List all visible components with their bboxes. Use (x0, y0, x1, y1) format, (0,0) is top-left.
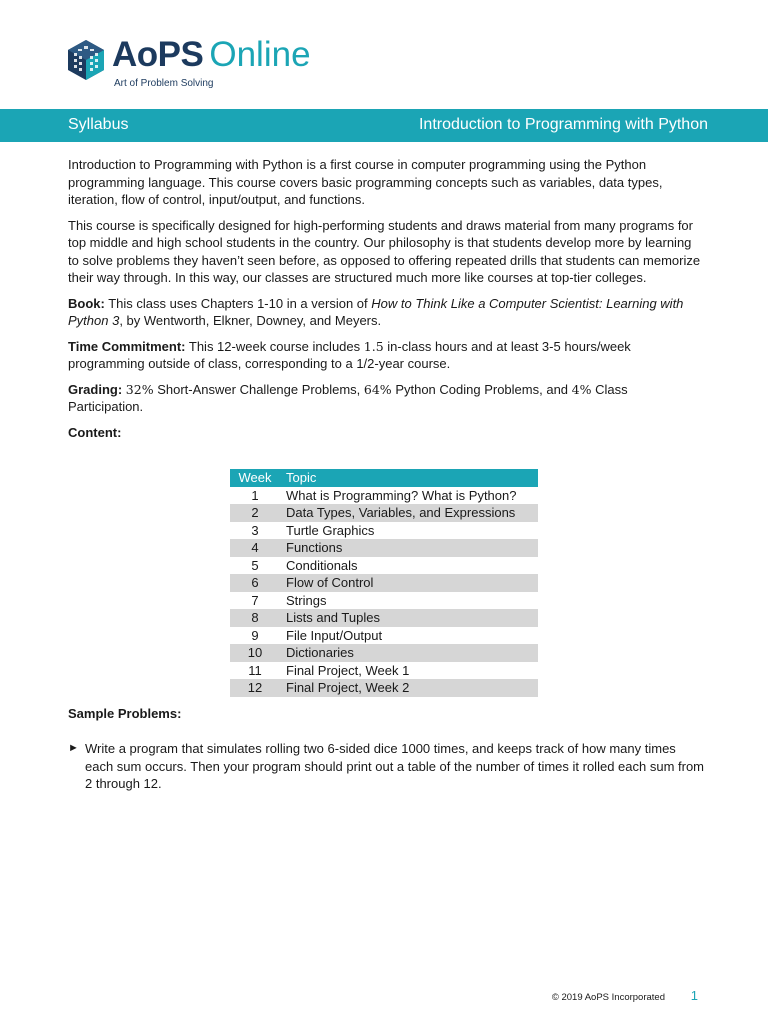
header-section-title: Syllabus (68, 116, 129, 133)
topic-cell: Flow of Control (280, 574, 538, 592)
grading-text-1: Short-Answer Challenge Problems, (157, 381, 361, 397)
week-cell: 6 (230, 574, 280, 592)
time-hours: 1.5 (363, 338, 384, 354)
book-text-before: This class uses Chapters 1-10 in a version of (108, 295, 368, 311)
brand-tagline: Art of Problem Solving (114, 78, 214, 89)
sample-problems-label: Sample Problems: (68, 706, 182, 721)
week-cell: 12 (230, 679, 280, 697)
table-row (230, 539, 538, 557)
topic-cell: Turtle Graphics (286, 522, 375, 538)
syllabus-body (68, 156, 704, 441)
topic-cell: What is Programming? What is Python? (286, 487, 517, 503)
content-label: Content: (68, 424, 122, 440)
week-cell: 7 (251, 592, 259, 608)
week-cell: 5 (251, 557, 259, 573)
brand-name-bold: AoPS (112, 35, 204, 74)
grading-text-3: Class Participation. (68, 381, 628, 414)
book-paragraph (68, 295, 704, 330)
book-title: How to Think Like a Computer Scientist: Learning with Python 3 (68, 295, 684, 328)
topic-cell: Lists and Tuples (280, 609, 538, 627)
time-text-a: This 12-week course includes (188, 338, 361, 354)
grading-pct-3: 4% (571, 381, 592, 397)
time-label: Time Commitment: (68, 338, 186, 354)
topic-cell: Final Project, Week 1 (286, 662, 410, 678)
week-cell: 1 (251, 487, 259, 503)
time-paragraph (68, 338, 704, 373)
sample-problem-text: Write a program that simulates rolling two 6-sided dice 1000 times, and keeps track of how many times each sum occurs. Then your program should print out a table of the number of times it rolled each sum from 2 through 12. (85, 741, 705, 791)
table-row (230, 592, 538, 610)
list-item (68, 740, 704, 793)
table-row (230, 662, 538, 680)
topic-cell: Functions (280, 539, 538, 557)
table-row (230, 627, 538, 645)
table-row (230, 679, 538, 697)
grading-pct-1: 32% (125, 381, 154, 397)
topic-cell: Conditionals (286, 557, 358, 573)
brand-name-light: Online (209, 35, 311, 74)
week-cell: 9 (251, 627, 259, 643)
grading-label: Grading: (68, 381, 123, 397)
topic-cell: Final Project, Week 2 (280, 679, 538, 697)
topic-cell: Strings (286, 592, 327, 608)
table-row (230, 609, 538, 627)
table-row (230, 644, 538, 662)
table-header-row (230, 469, 538, 487)
book-label: Book: (68, 295, 105, 311)
cube-logo-icon (66, 38, 106, 82)
topic-cell: Data Types, Variables, and Expressions (280, 504, 538, 522)
table-row (230, 504, 538, 522)
grading-pct-2: 64% (363, 381, 392, 397)
table-row (230, 574, 538, 592)
book-text-after: , by Wentworth, Elkner, Downey, and Meyers. (119, 313, 382, 328)
header-topic: Topic (280, 469, 538, 487)
week-cell: 10 (230, 644, 280, 662)
header-bar (0, 109, 768, 142)
header-week: Week (230, 469, 280, 487)
table-row (230, 522, 538, 540)
schedule-table (230, 469, 538, 697)
intro-paragraph-1: Introduction to Programming with Python is a first course in computer programming using the Python programming language. This course covers basic programming concepts such as variables, data types, iteration, flow of control, input/output, and functions. (68, 157, 663, 207)
header-course-title: Introduction to Programming with Python (418, 116, 708, 133)
time-text-b: in-class hours and at least 3-5 hours/week programming outside of class, corresponding to a 1/2-year course. (68, 338, 631, 371)
page-number: 1 (690, 988, 698, 1003)
intro-paragraph-2: This course is specifically designed for high-performing students and draws material from many programs for top middle and high school students in the country. Our philosophy is that students develop more by learning to solve problems they haven’t seen before, as opposed to offering repeated drills that students can memorize their way through. In this way, our classes are structured much more like courses at top-tier colleges. (68, 217, 701, 285)
week-cell: 3 (251, 522, 259, 538)
grading-text-2: Python Coding Problems, and (395, 381, 569, 397)
table-row (230, 487, 538, 505)
table-row (230, 557, 538, 575)
grading-paragraph (68, 381, 704, 416)
week-cell: 11 (248, 662, 262, 678)
sample-problems-list (68, 740, 704, 793)
footer-copyright: © 2019 AoPS Incorporated (551, 992, 665, 1003)
topic-cell: File Input/Output (286, 627, 383, 643)
week-cell: 2 (230, 504, 280, 522)
triangle-bullet-icon: ► (68, 742, 79, 754)
week-cell: 4 (230, 539, 280, 557)
brand-name (112, 33, 311, 77)
week-cell: 8 (230, 609, 280, 627)
topic-cell: Dictionaries (280, 644, 538, 662)
